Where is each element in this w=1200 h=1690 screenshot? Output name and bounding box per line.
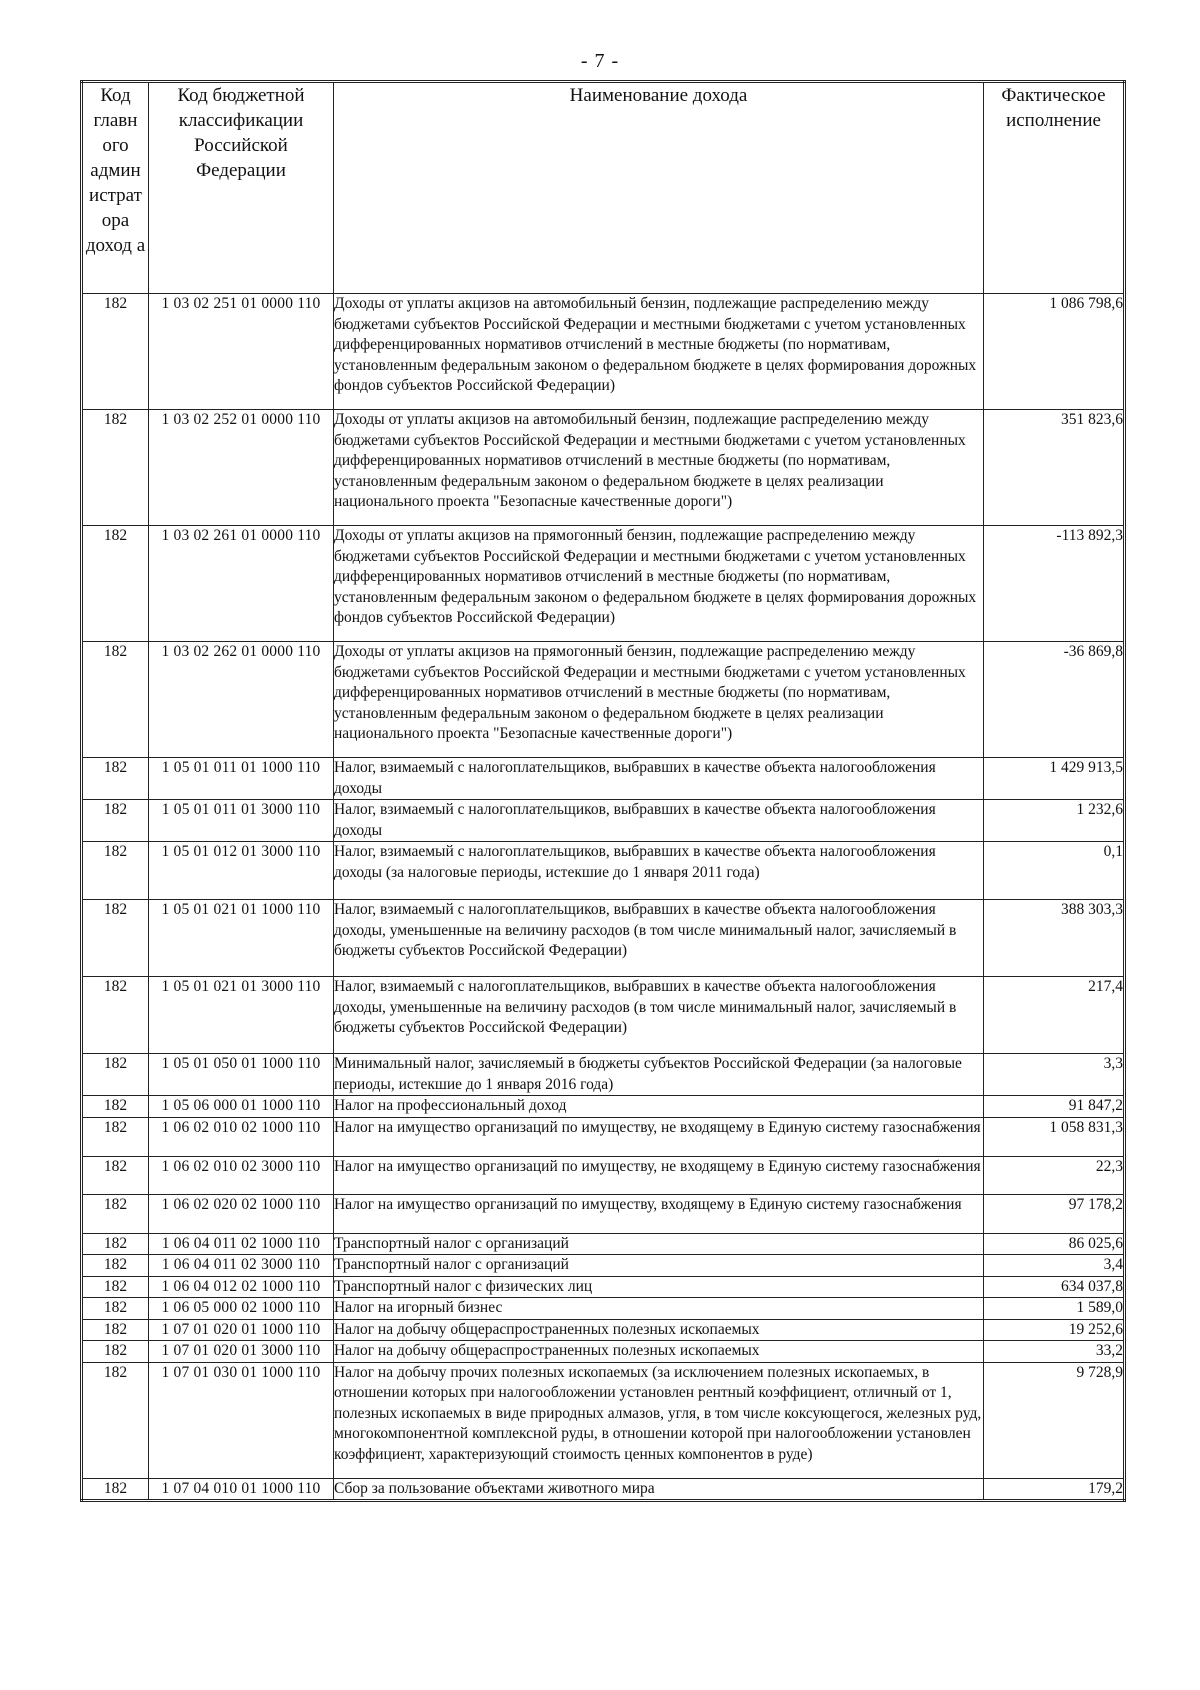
admin-code-cell: 182 (82, 1156, 149, 1194)
admin-code-cell: 182 (82, 1233, 149, 1255)
amount-cell: 97 178,2 (984, 1194, 1125, 1233)
admin-code-cell: 182 (82, 1319, 149, 1341)
income-name-cell: Налог, взимаемый с налогоплательщиков, выбравших в качестве объекта налогообложения доходы, уменьшенные на величину расходов (в том числе минимальный налог, зачисляемый в бюджеты субъектов Российской Федерации) (334, 900, 984, 977)
kbk-code-cell: 1 07 01 020 01 3000 110 (149, 1341, 334, 1363)
admin-code-cell: 182 (82, 1117, 149, 1156)
income-name-cell: Налог на имущество организаций по имуществу, не входящему в Единую систему газоснабжения (334, 1156, 984, 1194)
income-name-cell: Доходы от уплаты акцизов на автомобильный бензин, подлежащие распределению между бюджетами субъектов Российской Федерации и местными бюджетами с учетом установленных дифференцированных нормативов отчислений в местные бюджеты (по нормативам, установленным федеральным законом о федеральном бюджете в целях формирования дорожных фондов субъектов Российской Федерации) (334, 294, 984, 410)
table-row (82, 1362, 1125, 1478)
income-name-cell: Налог на профессиональный доход (334, 1096, 984, 1118)
table-row (82, 1478, 1125, 1501)
income-name-cell: Налог на добычу общераспространенных полезных ископаемых (334, 1341, 984, 1363)
income-name-cell: Налог на добычу прочих полезных ископаемых (за исключением полезных ископаемых, в отношении которых при налогообложении установлен рентный коэффициент, отличный от 1, полезных ископаемых в виде природных алмазов, угля, в том числе коксующегося, железных руд, многокомпонентной комплексной руды, в отношении которой при налогообложении установлен коэффициент, характеризующий стоимость ценных компонентов в руде) (334, 1362, 984, 1478)
amount-cell: 0,1 (984, 842, 1125, 900)
amount-cell: 19 252,6 (984, 1319, 1125, 1341)
amount-cell: 3,3 (984, 1054, 1125, 1096)
table-row (82, 1117, 1125, 1156)
kbk-code-cell: 1 05 01 011 01 3000 110 (149, 800, 334, 842)
page-number: - 7 - (580, 50, 620, 72)
table-body (82, 294, 1125, 1501)
table-row (82, 526, 1125, 642)
amount-cell: -113 892,3 (984, 526, 1125, 642)
amount-cell: 1 086 798,6 (984, 294, 1125, 410)
table-row (82, 758, 1125, 800)
income-name-cell: Доходы от уплаты акцизов на автомобильный бензин, подлежащие распределению между бюджетами субъектов Российской Федерации и местными бюджетами с учетом установленных дифференцированных нормативов отчислений в местные бюджеты (по нормативам, установленным федеральным законом о федеральном бюджете в целях реализации национального проекта "Безопасные качественные дороги") (334, 410, 984, 526)
table-header-row (82, 82, 1125, 294)
table-row (82, 1255, 1125, 1277)
kbk-code-cell: 1 06 04 011 02 1000 110 (149, 1233, 334, 1255)
amount-cell: 22,3 (984, 1156, 1125, 1194)
income-name-cell: Налог на имущество организаций по имуществу, не входящему в Единую систему газоснабжения (334, 1117, 984, 1156)
admin-code-cell: 182 (82, 294, 149, 410)
amount-cell: 3,4 (984, 1255, 1125, 1277)
admin-code-cell: 182 (82, 642, 149, 758)
income-name-cell: Транспортный налог с организаций (334, 1255, 984, 1277)
admin-code-cell: 182 (82, 842, 149, 900)
amount-cell: 1 232,6 (984, 800, 1125, 842)
kbk-code-cell: 1 05 01 011 01 1000 110 (149, 758, 334, 800)
admin-code-cell: 182 (82, 1298, 149, 1320)
amount-cell: 33,2 (984, 1341, 1125, 1363)
kbk-code-cell: 1 03 02 252 01 0000 110 (149, 410, 334, 526)
table-row (82, 294, 1125, 410)
admin-code-cell: 182 (82, 1478, 149, 1501)
admin-code-cell: 182 (82, 900, 149, 977)
table-row (82, 1054, 1125, 1096)
header-income-name: Наименование дохода (334, 82, 984, 294)
header-admin-code: Код главн ого админ истрат ора доход а (82, 82, 149, 294)
header-kbk: Код бюджетной классификации Российской Федерации (149, 82, 334, 294)
income-name-cell: Минимальный налог, зачисляемый в бюджеты субъектов Российской Федерации (за налоговые периоды, истекшие до 1 января 2016 года) (334, 1054, 984, 1096)
admin-code-cell: 182 (82, 1054, 149, 1096)
kbk-code-cell: 1 06 02 010 02 3000 110 (149, 1156, 334, 1194)
kbk-code-cell: 1 05 01 021 01 1000 110 (149, 900, 334, 977)
table-row (82, 900, 1125, 977)
table-row (82, 842, 1125, 900)
table-row (82, 410, 1125, 526)
admin-code-cell: 182 (82, 758, 149, 800)
amount-cell: 217,4 (984, 977, 1125, 1054)
table-row (82, 1276, 1125, 1298)
admin-code-cell: 182 (82, 1096, 149, 1118)
income-name-cell: Доходы от уплаты акцизов на прямогонный бензин, подлежащие распределению между бюджетами субъектов Российской Федерации и местными бюджетами с учетом установленных дифференцированных нормативов отчислений в местные бюджеты (по нормативам, установленным федеральным законом о федеральном бюджете в целях реализации национального проекта "Безопасные качественные дороги") (334, 642, 984, 758)
income-name-cell: Транспортный налог с физических лиц (334, 1276, 984, 1298)
income-name-cell: Налог, взимаемый с налогоплательщиков, выбравших в качестве объекта налогообложения доходы (334, 758, 984, 800)
kbk-code-cell: 1 07 01 030 01 1000 110 (149, 1362, 334, 1478)
admin-code-cell: 182 (82, 977, 149, 1054)
income-name-cell: Налог на имущество организаций по имуществу, входящему в Единую систему газоснабжения (334, 1194, 984, 1233)
income-name-cell: Налог, взимаемый с налогоплательщиков, выбравших в качестве объекта налогообложения доходы, уменьшенные на величину расходов (в том числе минимальный налог, зачисляемый в бюджеты субъектов Российской Федерации) (334, 977, 984, 1054)
admin-code-cell: 182 (82, 526, 149, 642)
kbk-code-cell: 1 06 04 012 02 1000 110 (149, 1276, 334, 1298)
table-row (82, 1156, 1125, 1194)
income-name-cell: Транспортный налог с организаций (334, 1233, 984, 1255)
kbk-code-cell: 1 03 02 262 01 0000 110 (149, 642, 334, 758)
table-row (82, 642, 1125, 758)
amount-cell: 179,2 (984, 1478, 1125, 1501)
admin-code-cell: 182 (82, 410, 149, 526)
kbk-code-cell: 1 06 02 010 02 1000 110 (149, 1117, 334, 1156)
kbk-code-cell: 1 03 02 261 01 0000 110 (149, 526, 334, 642)
admin-code-cell: 182 (82, 1341, 149, 1363)
amount-cell: -36 869,8 (984, 642, 1125, 758)
income-name-cell: Налог, взимаемый с налогоплательщиков, выбравших в качестве объекта налогообложения доходы (334, 800, 984, 842)
admin-code-cell: 182 (82, 1194, 149, 1233)
amount-cell: 1 058 831,3 (984, 1117, 1125, 1156)
amount-cell: 91 847,2 (984, 1096, 1125, 1118)
table-row (82, 1096, 1125, 1118)
kbk-code-cell: 1 06 05 000 02 1000 110 (149, 1298, 334, 1320)
kbk-code-cell: 1 05 01 050 01 1000 110 (149, 1054, 334, 1096)
amount-cell: 86 025,6 (984, 1233, 1125, 1255)
amount-cell: 634 037,8 (984, 1276, 1125, 1298)
amount-cell: 351 823,6 (984, 410, 1125, 526)
admin-code-cell: 182 (82, 1255, 149, 1277)
income-name-cell: Налог на игорный бизнес (334, 1298, 984, 1320)
table-row (82, 1341, 1125, 1363)
amount-cell: 1 589,0 (984, 1298, 1125, 1320)
kbk-code-cell: 1 07 04 010 01 1000 110 (149, 1478, 334, 1501)
kbk-code-cell: 1 06 02 020 02 1000 110 (149, 1194, 334, 1233)
table-row (82, 1194, 1125, 1233)
income-name-cell: Налог, взимаемый с налогоплательщиков, выбравших в качестве объекта налогообложения доходы (за налоговые периоды, истекшие до 1 января 2011 года) (334, 842, 984, 900)
kbk-code-cell: 1 03 02 251 01 0000 110 (149, 294, 334, 410)
table-row (82, 1298, 1125, 1320)
header-actual-execution: Фактическое исполнение (984, 82, 1125, 294)
amount-cell: 1 429 913,5 (984, 758, 1125, 800)
revenue-table (80, 80, 1126, 1502)
income-name-cell: Доходы от уплаты акцизов на прямогонный бензин, подлежащие распределению между бюджетами субъектов Российской Федерации и местными бюджетами с учетом установленных дифференцированных нормативов отчислений в местные бюджеты (по нормативам, установленным федеральным законом о федеральном бюджете в целях формирования дорожных фондов субъектов Российской Федерации) (334, 526, 984, 642)
kbk-code-cell: 1 05 01 012 01 3000 110 (149, 842, 334, 900)
table-row (82, 800, 1125, 842)
kbk-code-cell: 1 06 04 011 02 3000 110 (149, 1255, 334, 1277)
income-name-cell: Налог на добычу общераспространенных полезных ископаемых (334, 1319, 984, 1341)
admin-code-cell: 182 (82, 1362, 149, 1478)
table-row (82, 1319, 1125, 1341)
amount-cell: 388 303,3 (984, 900, 1125, 977)
kbk-code-cell: 1 05 01 021 01 3000 110 (149, 977, 334, 1054)
table-row (82, 977, 1125, 1054)
amount-cell: 9 728,9 (984, 1362, 1125, 1478)
admin-code-cell: 182 (82, 800, 149, 842)
admin-code-cell: 182 (82, 1276, 149, 1298)
kbk-code-cell: 1 05 06 000 01 1000 110 (149, 1096, 334, 1118)
table-row (82, 1233, 1125, 1255)
income-name-cell: Сбор за пользование объектами животного мира (334, 1478, 984, 1501)
kbk-code-cell: 1 07 01 020 01 1000 110 (149, 1319, 334, 1341)
